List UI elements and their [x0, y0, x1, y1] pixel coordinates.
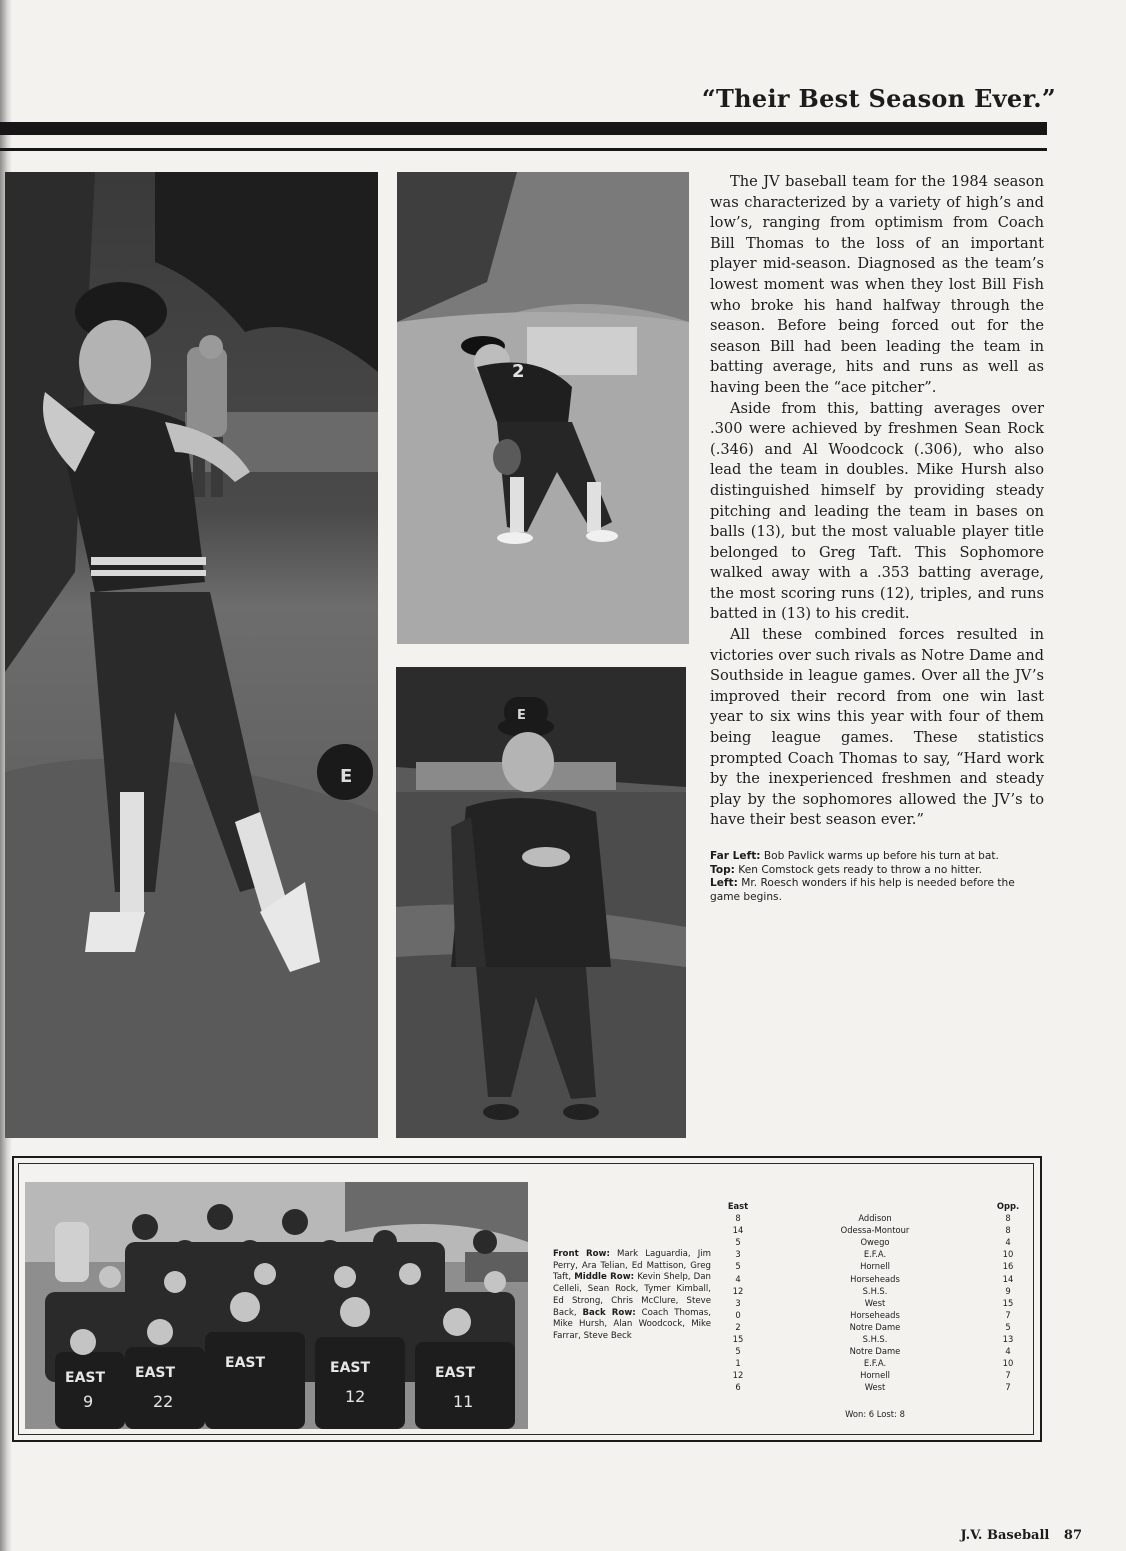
article-paragraph: Aside from this, batting averages over .300 were achieved by freshmen Sean Rock (.346) and Al Woodcock (.306), who also lead the team in doubles. Mike Hursh also distinguished himself by providing steady pitching and leading the team in bases on balls (13), but the most valuable player title belonged to Greg Taft. This Sophomore walked away with a .353 batting average, the most scoring runs (12), triples, and runs batted in (13) to his credit.: [710, 399, 1044, 623]
schedule-opponent-name: West: [864, 1382, 886, 1393]
page-headline: “Their Best Season Ever.”: [701, 84, 1056, 113]
roster-label: Front Row:: [553, 1249, 610, 1259]
schedule-east-score: 12: [732, 1370, 744, 1381]
schedule-east-score: 12: [732, 1285, 744, 1296]
schedule-opp-score: 7: [1005, 1309, 1011, 1320]
schedule-opp-score: 9: [1005, 1285, 1011, 1296]
season-record: Won: 6 Lost: 8: [845, 1409, 905, 1419]
schedule-east-score: 5: [735, 1346, 741, 1357]
schedule-opp-score: 15: [1002, 1297, 1014, 1308]
photo-batter: [5, 172, 378, 1138]
schedule-east-header: East: [727, 1201, 749, 1211]
jersey-word: EAST: [135, 1365, 176, 1381]
caption-text: Mr. Roesch wonders if his help is needed before the game begins.: [710, 877, 1015, 903]
jersey-word: EAST: [330, 1360, 371, 1376]
page-footer: [950, 1528, 1082, 1543]
caption-label: Far Left:: [710, 850, 761, 862]
schedule-east-score: 4: [735, 1273, 741, 1284]
schedule-opp-score: 7: [1005, 1382, 1011, 1393]
schedule-opponent-name: S.H.S.: [862, 1285, 888, 1296]
schedule-east-column: [718, 1200, 758, 1394]
footer-page-number: 87: [1063, 1528, 1082, 1543]
schedule-opp-score-column: [990, 1200, 1026, 1394]
photo-captions: [710, 850, 1046, 904]
caption-top: [710, 864, 1046, 878]
schedule-opponent-name: Notre Dame: [849, 1346, 901, 1357]
photo-pitcher: [397, 172, 689, 644]
roster-names: Coach Thomas, Mike Hursh, Alan Woodcock, Mike Farrar, Steve Beck: [553, 1307, 711, 1341]
schedule-opp-score: 10: [1002, 1249, 1014, 1260]
header-rule-thick: [0, 122, 1047, 135]
article-paragraph: The JV baseball team for the 1984 season was characterized by a variety of high’s and low’s, ranging from optimism from Coach Bill Thomas to the loss of an important player mid-season. Diagnosed as the team’s lowest moment was when they lost Bill Fish who broke his hand halfway through the season. Before being forced out for the season Bill had been leading the team in batting average, hits and runs as well as having been the “ace pitcher”.: [710, 173, 1044, 396]
schedule-opponent-name: S.H.S.: [862, 1334, 888, 1345]
schedule-east-score: 0: [735, 1309, 741, 1320]
jersey-word: EAST: [65, 1370, 106, 1386]
article-body: [710, 172, 1044, 831]
schedule-east-score: 8: [735, 1213, 741, 1224]
schedule-opponent-name: E.F.A.: [863, 1358, 887, 1369]
schedule-opp-score: 4: [1005, 1346, 1011, 1357]
schedule-opponent-name: Odessa-Montour: [840, 1225, 910, 1236]
footer-section: J.V. Baseball: [960, 1528, 1050, 1543]
roster-names: Kevin Shelp, Dan Celleli, Sean Rock, Tymer Kimball, Ed Strong, Chris McClure, Steve Back,: [553, 1272, 712, 1318]
schedule-opp-score: 5: [1005, 1321, 1011, 1332]
schedule-opp-score: 8: [1005, 1213, 1011, 1224]
photo-coach: [396, 667, 686, 1138]
schedule-opponent-column: [790, 1200, 960, 1394]
schedule-east-score: 2: [735, 1321, 741, 1332]
schedule-east-score: 6: [735, 1382, 741, 1393]
helmet-letter-text: E: [340, 766, 353, 787]
schedule-east-score: 14: [732, 1225, 744, 1236]
schedule-opponent-name: E.F.A.: [863, 1249, 887, 1260]
jersey-word: EAST: [435, 1365, 476, 1381]
schedule-opp-score: 13: [1002, 1334, 1014, 1345]
team-roster: [553, 1249, 711, 1343]
schedule-opp-score: 4: [1005, 1237, 1011, 1248]
schedule-east-score: 5: [735, 1261, 741, 1272]
schedule-opp-score: 10: [1002, 1358, 1014, 1369]
caption-label: Left:: [710, 877, 738, 890]
coach-cap-letter: E: [517, 708, 526, 723]
schedule-opponent-name: Hornell: [860, 1261, 890, 1272]
schedule-opponent-name: West: [864, 1297, 886, 1308]
jersey-number: 9: [83, 1392, 94, 1411]
schedule-opp-score: 16: [1002, 1261, 1014, 1272]
roster-label: Back Row:: [582, 1307, 636, 1318]
schedule-opponent-name: Horseheads: [850, 1273, 900, 1284]
caption-text: Bob Pavlick warms up before his turn at bat.: [763, 850, 999, 862]
schedule-opp-score: 14: [1002, 1273, 1014, 1284]
schedule-east-score: 1: [735, 1358, 741, 1369]
caption-far-left: [710, 850, 1046, 864]
jersey-number: 12: [345, 1387, 366, 1406]
schedule-opponent-name: Owego: [860, 1237, 890, 1248]
schedule-opponent-name: Addison: [858, 1213, 892, 1224]
jersey-word: EAST: [225, 1355, 266, 1371]
article-paragraph: All these combined forces resulted in victories over such rivals as Notre Dame and Southside in league games. Over all the JV’s improved their record from one win last year to six wins this year with four of them being league games. These statistics prompted Coach Thomas to say, “Hard work by the inexperienced freshmen and steady play by the sophomores allowed the JV’s to have their best season ever.”: [710, 626, 1044, 829]
schedule-east-score: 3: [735, 1249, 741, 1260]
jersey-number: 22: [153, 1392, 174, 1411]
photo-team: [25, 1182, 528, 1429]
schedule-east-score: 5: [735, 1237, 741, 1248]
schedule-east-score: 15: [732, 1334, 744, 1345]
caption-text: Ken Comstock gets ready to throw a no hitter.: [738, 863, 982, 876]
schedule-opp-header: Opp.: [996, 1201, 1020, 1211]
caption-left: [710, 877, 1046, 904]
jersey-number: 11: [453, 1392, 474, 1411]
header-rule-thin: [0, 148, 1047, 151]
schedule-opp-score: 8: [1005, 1225, 1011, 1236]
pitcher-number-text: 2: [512, 361, 525, 382]
roster-label: Middle Row:: [574, 1272, 635, 1283]
schedule-east-score: 3: [735, 1297, 741, 1308]
roster-names: Mark Laguardia, Jim Perry, Ara Telian, Ed Mattison, Greg Taft,: [553, 1249, 712, 1283]
schedule-opponent-name: Horseheads: [850, 1309, 900, 1320]
caption-label: Top:: [710, 863, 735, 876]
schedule-opponent-name: Hornell: [860, 1370, 890, 1381]
schedule-opponent-name: Notre Dame: [849, 1321, 901, 1332]
schedule-opp-score: 7: [1005, 1370, 1011, 1381]
schedule-header-spacer: [790, 1200, 960, 1212]
